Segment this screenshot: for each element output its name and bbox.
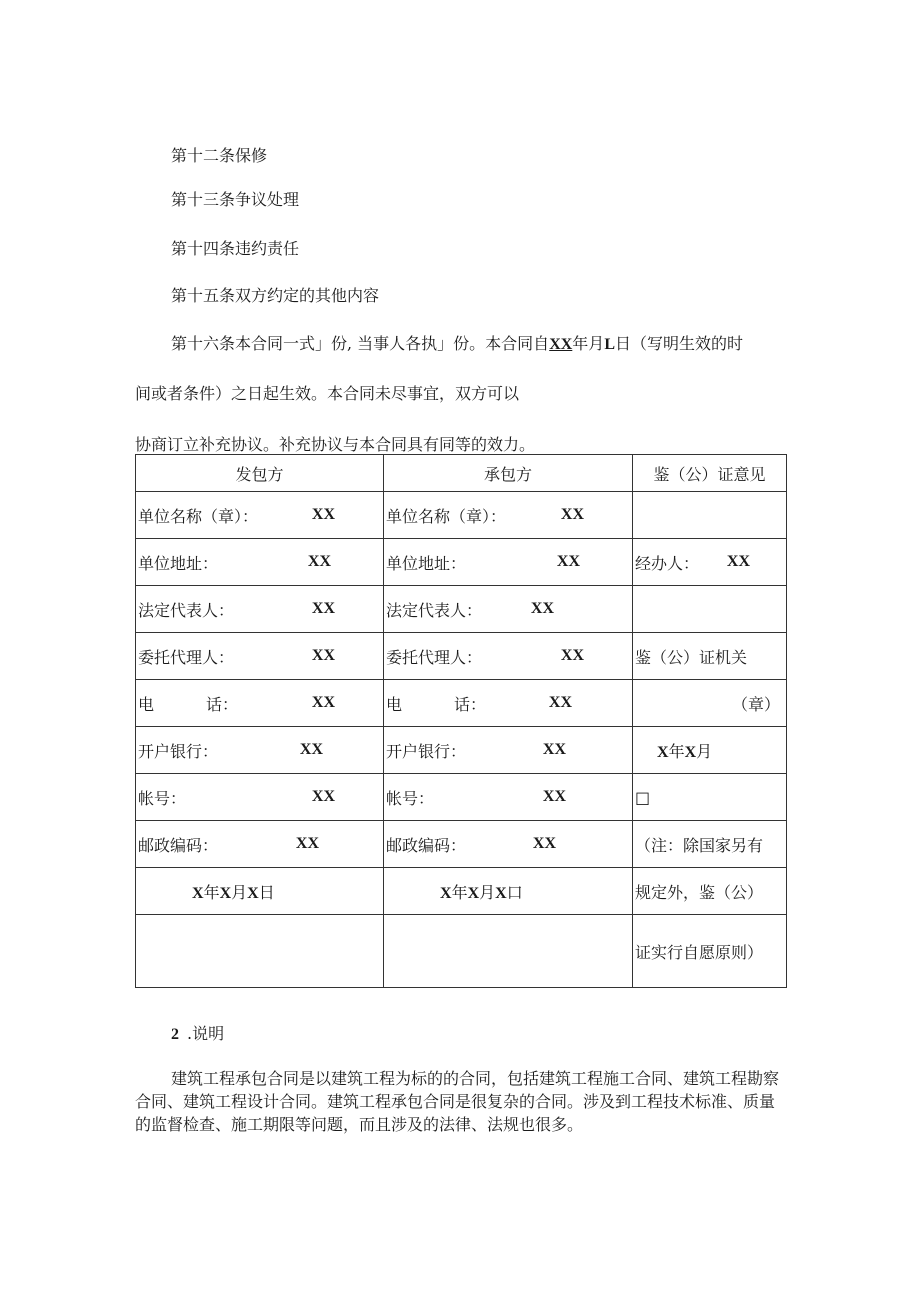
article-14: 第十四条违约责任 bbox=[171, 239, 300, 258]
header-notary: 鉴（公）证意见 bbox=[633, 455, 787, 492]
notary-note-2: 规定外，鉴（公） bbox=[633, 868, 787, 915]
phone-char-1: 电 bbox=[138, 694, 155, 714]
row-value: XX bbox=[530, 600, 554, 617]
row-label: 帐号： bbox=[386, 788, 435, 808]
row-label: 帐号： bbox=[138, 788, 187, 808]
row-label bbox=[386, 692, 486, 715]
article-16-part2: 年月 bbox=[572, 334, 605, 353]
header-employer: 发包方 bbox=[136, 455, 384, 492]
row-value: XX bbox=[532, 835, 556, 852]
notary-cell bbox=[633, 492, 787, 539]
contractor-date bbox=[384, 868, 633, 915]
table-row bbox=[136, 915, 787, 988]
row-value: XX bbox=[560, 506, 584, 523]
date-row bbox=[136, 868, 787, 915]
phone-char-2: 话： bbox=[454, 694, 487, 714]
row-label: 单位名称（章）： bbox=[386, 506, 507, 526]
signature-table bbox=[135, 454, 787, 988]
row-value: XX bbox=[542, 741, 566, 758]
date-year: 年 bbox=[203, 882, 220, 902]
table-row bbox=[136, 680, 787, 727]
row-value: XX bbox=[556, 553, 580, 570]
employer-date bbox=[136, 868, 384, 915]
article-16-line3: 协商订立补充协议。补充协议与本合同具有同等的效力。 bbox=[135, 435, 536, 454]
empty-cell bbox=[384, 915, 633, 988]
phone-char-2: 话： bbox=[206, 694, 239, 714]
date-month: 月 bbox=[479, 882, 496, 902]
table-row bbox=[136, 633, 787, 680]
date-x: X bbox=[495, 884, 507, 902]
table-header-row bbox=[136, 455, 787, 492]
row-value: XX bbox=[299, 741, 323, 758]
date-day: 日 bbox=[258, 882, 275, 902]
header-contractor: 承包方 bbox=[384, 455, 633, 492]
date-x: X bbox=[247, 884, 259, 902]
row-label: 单位地址： bbox=[386, 553, 467, 573]
notary-office: 鉴（公）证机关 bbox=[633, 633, 787, 680]
notary-note-3: 证实行自愿原则） bbox=[633, 915, 787, 988]
row-value: XX bbox=[311, 788, 335, 805]
row-value: XX bbox=[295, 835, 319, 852]
row-label: 开户银行： bbox=[386, 741, 467, 761]
row-value: XX bbox=[307, 553, 331, 570]
row-label: 邮政编码： bbox=[386, 835, 467, 855]
section-title: .说明 bbox=[187, 1024, 225, 1043]
row-label bbox=[138, 692, 238, 715]
checkbox-glyph: □ bbox=[633, 774, 787, 821]
notary-note-1: （注：除国家另有 bbox=[633, 821, 787, 868]
table-row bbox=[136, 492, 787, 539]
row-label: 单位名称（章）： bbox=[138, 506, 259, 526]
article-13: 第十三条争议处理 bbox=[171, 190, 300, 209]
notary-seal: （章） bbox=[633, 680, 787, 727]
article-16-xx: XX bbox=[549, 336, 573, 353]
row-value: XX bbox=[311, 600, 335, 617]
empty-cell bbox=[136, 915, 384, 988]
row-label: 委托代理人： bbox=[386, 647, 483, 667]
date-x: X bbox=[192, 884, 204, 902]
row-label: 委托代理人： bbox=[138, 647, 235, 667]
date-x: X bbox=[219, 884, 232, 902]
article-16-part3: 日（写明生效的时 bbox=[614, 334, 743, 353]
row-label: 邮政编码： bbox=[138, 835, 219, 855]
notary-date-x2: X bbox=[684, 743, 697, 761]
section-2-body: 建筑工程承包合同是以建筑工程为标的的合同，包括建筑工程施工合同、建筑工程勘察合同、建筑工程设计合同。建筑工程承包合同是很复杂的合同。涉及到工程技术标准、质量的监督检查、施工期限等问题，而且涉及的法律、法规也很多。 bbox=[135, 1069, 780, 1134]
row-label: 法定代表人： bbox=[386, 600, 483, 620]
date-x: X bbox=[440, 884, 452, 902]
article-12: 第十二条保修 bbox=[171, 146, 268, 165]
date-month: 月 bbox=[231, 882, 248, 902]
date-day: 口 bbox=[506, 882, 523, 902]
notary-cell bbox=[633, 586, 787, 633]
date-x: X bbox=[467, 884, 480, 902]
notary-date-year: 年 bbox=[668, 741, 685, 761]
table-row bbox=[136, 586, 787, 633]
notary-date-month: 月 bbox=[696, 741, 713, 761]
notary-agent-label: 经办人： bbox=[635, 553, 700, 573]
row-value: XX bbox=[311, 506, 335, 523]
phone-char-1: 电 bbox=[386, 694, 403, 714]
table-row bbox=[136, 539, 787, 586]
row-label: 法定代表人： bbox=[138, 600, 235, 620]
notary-date-x: X bbox=[657, 743, 669, 761]
article-16-part1: 第十六条本合同一式」份, 当事人各执」份。本合同自 bbox=[171, 334, 550, 353]
row-value: XX bbox=[560, 647, 584, 664]
row-value: XX bbox=[548, 694, 572, 711]
row-label: 单位地址： bbox=[138, 553, 219, 573]
table-row bbox=[136, 727, 787, 774]
article-16-l: L bbox=[604, 336, 615, 353]
table-row bbox=[136, 774, 787, 821]
date-year: 年 bbox=[451, 882, 468, 902]
article-16-line2: 间或者条件）之日起生效。本合同未尽事宜，双方可以 bbox=[135, 384, 520, 403]
table-row bbox=[136, 821, 787, 868]
notary-agent-value: XX bbox=[726, 553, 750, 570]
section-2-heading bbox=[171, 1021, 224, 1044]
section-number: 2 bbox=[171, 1026, 179, 1043]
article-15: 第十五条双方约定的其他内容 bbox=[171, 286, 380, 305]
row-value: XX bbox=[311, 647, 335, 664]
article-16-line1 bbox=[171, 331, 743, 354]
notary-date bbox=[633, 727, 787, 774]
row-value: XX bbox=[311, 694, 335, 711]
row-label: 开户银行： bbox=[138, 741, 219, 761]
row-value: XX bbox=[542, 788, 566, 805]
